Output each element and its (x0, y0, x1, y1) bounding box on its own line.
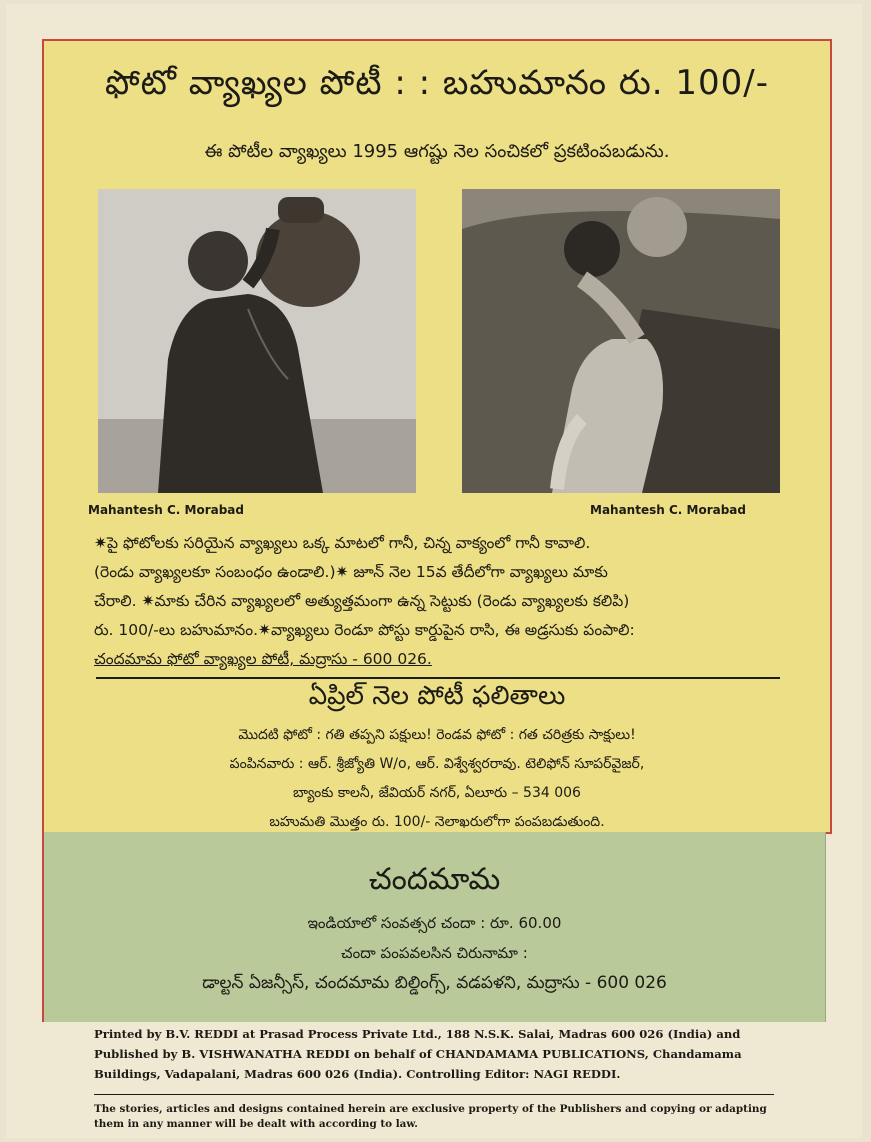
contest-photo-right (462, 189, 780, 493)
contest-title: ఫోటో వ్యాఖ్యల పోటీ : : బహుమానం రు. 100/- (104, 63, 770, 103)
child-with-pot-photo (462, 189, 780, 493)
photo-caption-contest-panel (42, 39, 832, 834)
contest-address: చందమామ ఫోటో వ్యాఖ్యల పోటీ, మద్రాసు - 600 026. (94, 650, 432, 668)
girl-drinking-from-pot-photo (98, 189, 416, 493)
rules-line: రు. 100/-లు బహుమానం.✷వ్యాఖ్యలు రెండూ పోస్టు కార్డుపైన రాసి, ఈ అడ్రసుకు పంపాలి: (94, 621, 635, 639)
results-line: బ్యాంకు కాలనీ, జేవియర్ నగర్, ఏలూరు – 534 006 (293, 785, 581, 801)
results-line: పంపినవారు : ఆర్. శ్రీజ్యోతి W/o, ఆర్. విశ్వేశ్వరరావు. టెలిఫోన్ సూపర్‌వైజర్, (229, 756, 645, 772)
section-divider (96, 677, 780, 679)
subscription-rate: ఇండియాలో సంవత్సర చందా : రూ. 60.00 (307, 914, 562, 932)
contest-subtitle: ఈ పోటీల వ్యాఖ్యలు 1995 ఆగష్టు నెల సంచికలో ప్రకటింపబడును. (204, 141, 670, 162)
magazine-page (6, 4, 862, 1138)
subscription-panel (42, 832, 826, 1022)
contest-photo-left (98, 189, 416, 493)
imprint-text: Printed by B.V. REDDI at Prasad Process Private Ltd., 188 N.S.K. Salai, Madras 600 026 (India) and Published by B. VISHWANATHA REDDI on behalf of CHANDAMAMA PUBLICATIONS, Chandamama Buildings, Vadapalani, Madras 600 026 (India). Controlling Editor: NAGI REDDI. (94, 1027, 742, 1081)
rules-line: చేరాలి. ✷మాకు చేరిన వ్యాఖ్యలలో అత్యుత్తమంగా ఉన్న సెట్టుకు (రెండు వ్యాఖ్యలకు కలిపి) (94, 592, 630, 610)
results-line: బహుమతి మొత్తం రు. 100/- నెలాఖరులోగా పంపబడుతుంది. (269, 814, 605, 830)
rules-line: (రెండు వ్యాఖ్యలకూ సంబంధం ఉండాలి.)✷ జూన్ నెల 15వ తేదీలోగా వ్యాఖ్యలు మాకు (94, 563, 608, 581)
results-text (44, 721, 830, 837)
photo-credit-left: Mahantesh C. Morabad (88, 503, 244, 517)
subscription-address-label: చందా పంపవలసిన చిరునామా : (341, 944, 528, 962)
results-heading: ఏప్రిల్ నెల పోటీ ఫలితాలు (308, 681, 566, 711)
copyright-disclaimer: The stories, articles and designs contained herein are exclusive property of the Publishers and copying or adapting them in any manner will be dealt with according to law. (94, 1103, 767, 1130)
results-line: మొదటి ఫోటో : గతి తప్పని పక్షులు! రెండవ ఫోటో : గత చరిత్రకు సాక్షులు! (238, 727, 636, 743)
subscription-address: డాల్టన్ ఏజన్సీస్, చందమామ బిల్డింగ్స్, వడపళని, మద్రాసు - 600 026 (202, 973, 667, 993)
contest-rules (94, 529, 784, 674)
rules-line: ✷పై ఫోటోలకు సరియైన వ్యాఖ్యలు ఒక్క మాటలో గానీ, చిన్న వాక్యంలో గానీ కావాలి. (94, 534, 591, 552)
subscription-title: చందమామ (368, 862, 501, 897)
footer-divider (94, 1094, 774, 1095)
photo-credit-right: Mahantesh C. Morabad (590, 503, 746, 517)
subscription-details (44, 908, 825, 998)
